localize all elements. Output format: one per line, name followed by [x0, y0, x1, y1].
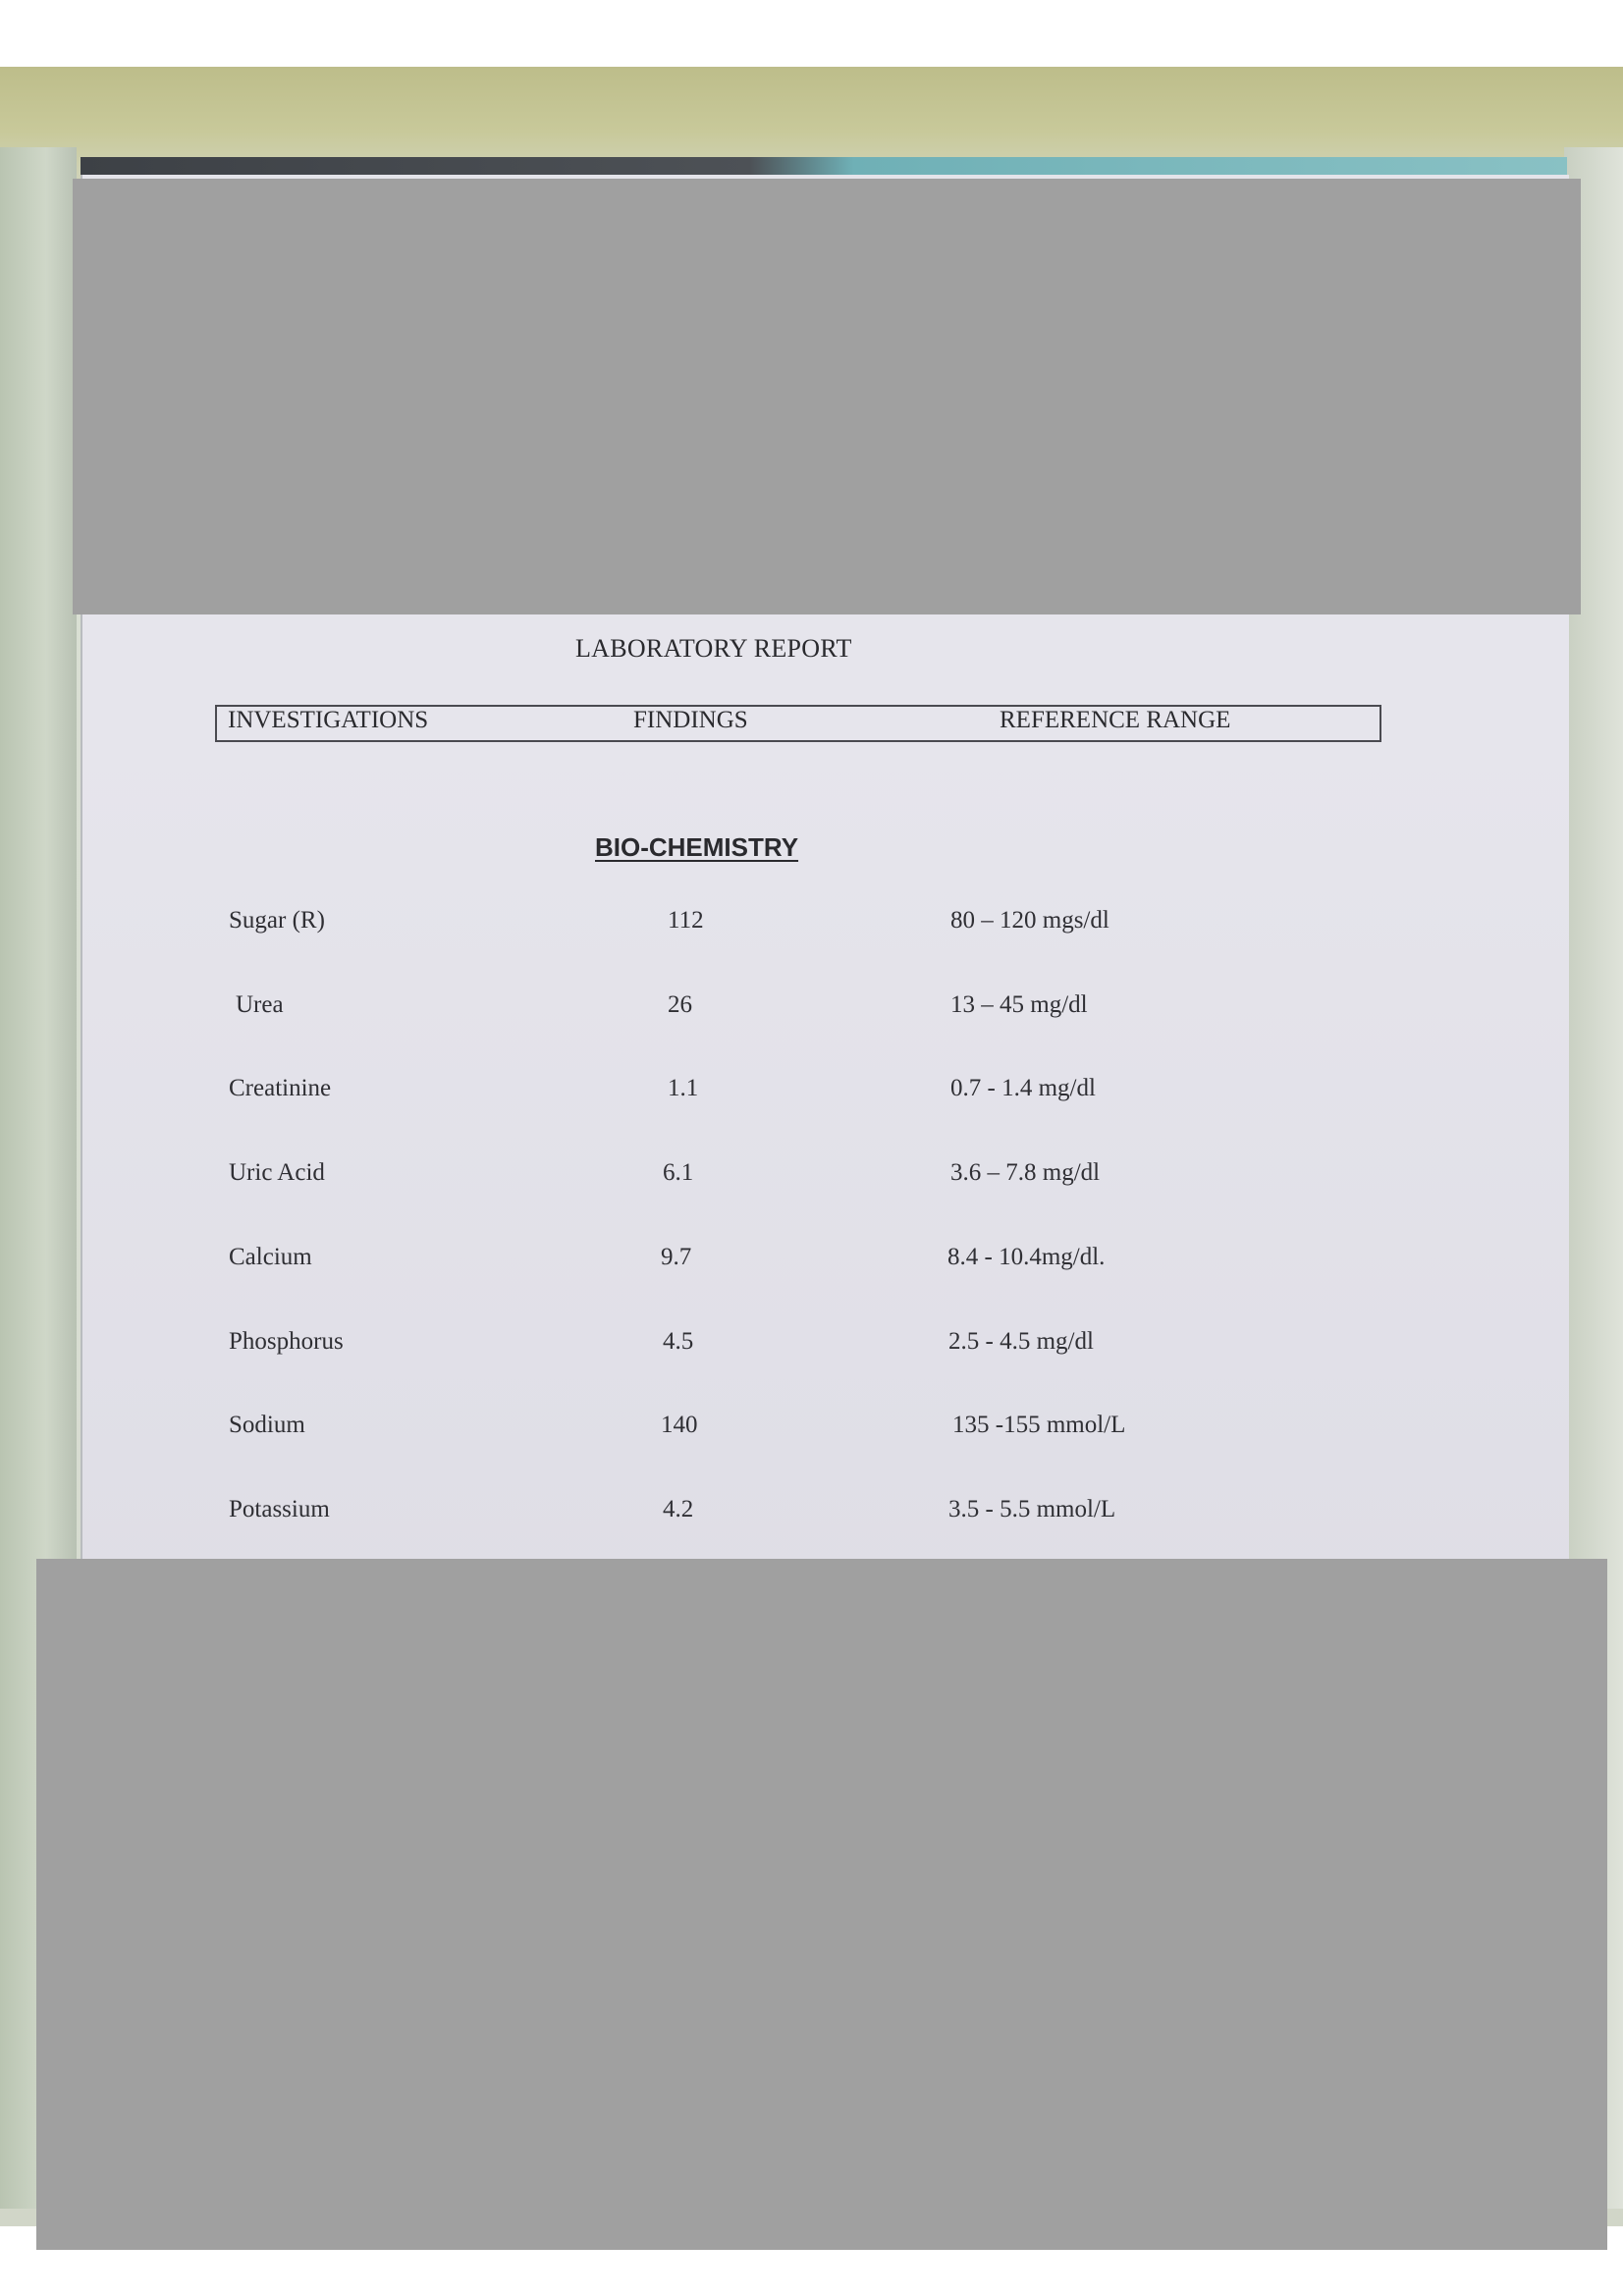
row-name: Sodium	[229, 1412, 305, 1438]
row-range: 3.5 - 5.5 mmol/L	[948, 1496, 1116, 1522]
section-title: BIO-CHEMISTRY	[595, 832, 799, 862]
row-range: 3.6 – 7.8 mg/dl	[950, 1159, 1101, 1186]
row-finding: 1.1	[668, 1075, 699, 1101]
row-name: Creatinine	[229, 1075, 332, 1101]
header-investigations: INVESTIGATIONS	[228, 707, 429, 733]
redacted-header-block	[73, 179, 1581, 614]
row-finding: 9.7	[661, 1244, 692, 1270]
row-finding: 140	[661, 1412, 698, 1438]
row-name: Potassium	[229, 1496, 330, 1522]
header-findings: FINDINGS	[633, 707, 748, 733]
row-finding: 4.5	[663, 1328, 694, 1355]
row-finding: 4.2	[663, 1496, 694, 1522]
report-title: LABORATORY REPORT	[575, 634, 852, 663]
row-finding: 112	[668, 907, 704, 934]
row-name: Urea	[236, 991, 284, 1018]
row-range: 0.7 - 1.4 mg/dl	[950, 1075, 1096, 1101]
row-range: 13 – 45 mg/dl	[950, 991, 1088, 1018]
row-name: Sugar (R)	[229, 907, 325, 934]
row-name: Calcium	[229, 1244, 312, 1270]
row-range: 80 – 120 mgs/dl	[950, 907, 1109, 934]
row-name: Phosphorus	[229, 1328, 344, 1355]
row-finding: 26	[668, 991, 692, 1018]
row-range: 2.5 - 4.5 mg/dl	[948, 1328, 1094, 1355]
header-reference-range: REFERENCE RANGE	[1000, 707, 1231, 733]
redacted-footer-block	[36, 1559, 1607, 2250]
row-name: Uric Acid	[229, 1159, 325, 1186]
row-finding: 6.1	[663, 1159, 694, 1186]
row-range: 8.4 - 10.4mg/dl.	[947, 1244, 1106, 1270]
row-range: 135 -155 mmol/L	[952, 1412, 1126, 1438]
